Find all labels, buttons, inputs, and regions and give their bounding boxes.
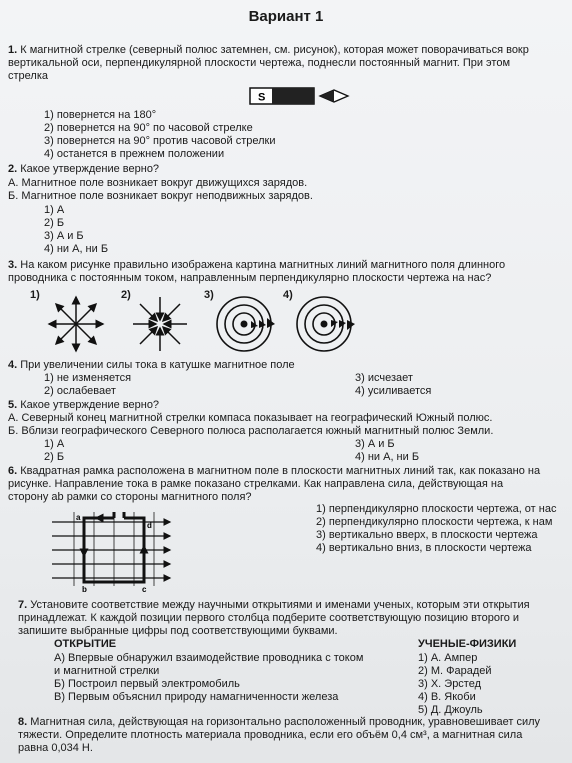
q1-figure [250, 86, 350, 106]
q3-line2: проводника с постоянным током, направленным перпендикулярно плоскости чертежа на нас? [8, 272, 492, 284]
q3-fig-label-4: 4) [283, 289, 293, 301]
q2-option-1: 1) А [44, 204, 65, 216]
q7-right-item-2: 2) М. Фарадей [418, 665, 492, 677]
q5-question: 5. Какое утверждение верно? [8, 399, 160, 411]
q1-option-2: 2) повернется на 90° по часовой стрелке [44, 122, 253, 134]
q3-fig-label-2: 2) [121, 289, 131, 301]
q4-option-2: 2) ослабевает [44, 385, 116, 397]
q7-right-item-5: 5) Д. Джоуль [418, 704, 483, 716]
q6-option-2: 2) перпендикулярно плоскости чертежа, к нам [316, 516, 553, 528]
q6-line3: сторону ab рамки со стороны магнитного поля? [8, 491, 252, 503]
q1-line2: вертикальной оси, перпендикулярной плоскости чертежа, поднесли постоянный магнит. При этом [8, 57, 511, 69]
magnet-north-half [272, 88, 314, 104]
q8-line3: равна 0,034 Н. [18, 742, 93, 754]
q3-figure-1-radial-out [46, 294, 106, 354]
q3-fig-label-1: 1) [30, 289, 40, 301]
q7-line1: 7. Установите соответствие между научными открытиями и именами ученых, которым эти открытия [18, 599, 530, 611]
q7-line2: принадлежат. К каждой позиции первого столбца подберите соответствующую позицию второго и [18, 612, 520, 624]
q3-fig-label-3: 3) [204, 289, 214, 301]
q7-left-item-2: Б) Построил первый электромобиль [54, 678, 240, 690]
q4-option-1: 1) не изменяется [44, 372, 132, 384]
q6-option-3: 3) вертикально вверх, в плоскости чертежа [316, 529, 538, 541]
q1-option-3: 3) повернется на 90° против часовой стрелки [44, 135, 276, 147]
q7-left-item-3: В) Первым объяснил природу намагниченности железа [54, 691, 339, 703]
q5-statement-b: Б. Вблизи географического Северного полюса располагается южный магнитный полюс Земли. [8, 425, 494, 437]
q3-line1: 3. На каком рисунке правильно изображена картина магнитных линий магнитного поля длинного [8, 259, 506, 271]
q1-option-4: 4) останется в прежнем положении [44, 148, 225, 160]
q7-right-item-3: 3) Х. Эрстед [418, 678, 482, 690]
q7-left-item-1: А) Впервые обнаружил взаимодействие проводника с током [54, 652, 364, 664]
q6-frame-figure [52, 506, 177, 594]
q5-statement-a: А. Северный конец магнитной стрелки компаса показывает на географический Южный полюс. [8, 412, 493, 424]
q8-line1: 8. Магнитная сила, действующая на горизонтально расположенный проводник, уравновешивает силу [18, 716, 541, 728]
q6-line1: 6. Квадратная рамка расположена в магнитном поле в плоскости магнитных линий так, как показано на [8, 465, 541, 477]
q2-question: 2. Какое утверждение верно? [8, 163, 160, 175]
q1-line3: стрелка [8, 70, 48, 82]
q7-right-header: УЧЕНЫЕ-ФИЗИКИ [418, 638, 517, 650]
page-title: Вариант 1 [248, 8, 324, 25]
compass-needle-north [320, 90, 334, 102]
q5-option-3: 3) А и Б [355, 438, 395, 450]
q3-figure-2-radial-in [130, 294, 190, 354]
corner-c: c [142, 585, 147, 594]
corner-b: b [82, 585, 87, 594]
q5-option-4: 4) ни А, ни Б [355, 451, 420, 463]
q5-option-1: 1) А [44, 438, 65, 450]
q6-option-1: 1) перпендикулярно плоскости чертежа, от нас [316, 503, 557, 515]
q4-question: 4. При увеличении силы тока в катушке магнитное поле [8, 359, 295, 371]
q6-line2: рисунке. Направление тока в рамке показано стрелками. Как направлена сила, действующая на [8, 478, 504, 490]
q7-right-item-4: 4) В. Якоби [418, 691, 476, 703]
q1-line1: 1. К магнитной стрелке (северный полюс затемнен, см. рисунок), которая может поворачиваться вокр [8, 44, 529, 56]
q2-option-4: 4) ни А, ни Б [44, 243, 109, 255]
magnet-s-label: S [258, 91, 266, 104]
q7-left-item-1b: и магнитной стрелки [54, 665, 160, 677]
q3-figure-3-circles [214, 294, 274, 354]
q6-option-4: 4) вертикально вниз, в плоскости чертежа [316, 542, 532, 554]
q7-line3: запишите выбранные цифры под соответствующими буквами. [18, 625, 338, 637]
q5-option-2: 2) Б [44, 451, 65, 463]
q2-option-3: 3) А и Б [44, 230, 84, 242]
q1-option-1: 1) повернется на 180° [44, 109, 157, 121]
q4-option-4: 4) усиливается [355, 385, 432, 397]
q4-option-3: 3) исчезает [355, 372, 413, 384]
q2-statement-a: А. Магнитное поле возникает вокруг движущихся зарядов. [8, 177, 308, 189]
q8-line2: тяжести. Определите плотность материала проводника, если его объём 0,4 см³, а магнитная сила [18, 729, 523, 741]
q2-option-2: 2) Б [44, 217, 65, 229]
q3-figure-4-circles [294, 294, 354, 354]
q7-left-header: ОТКРЫТИЕ [54, 638, 117, 650]
corner-d: d [147, 521, 152, 530]
q2-statement-b: Б. Магнитное поле возникает вокруг неподвижных зарядов. [8, 190, 313, 202]
q7-right-item-1: 1) А. Ампер [418, 652, 478, 664]
corner-a: a [76, 513, 81, 522]
